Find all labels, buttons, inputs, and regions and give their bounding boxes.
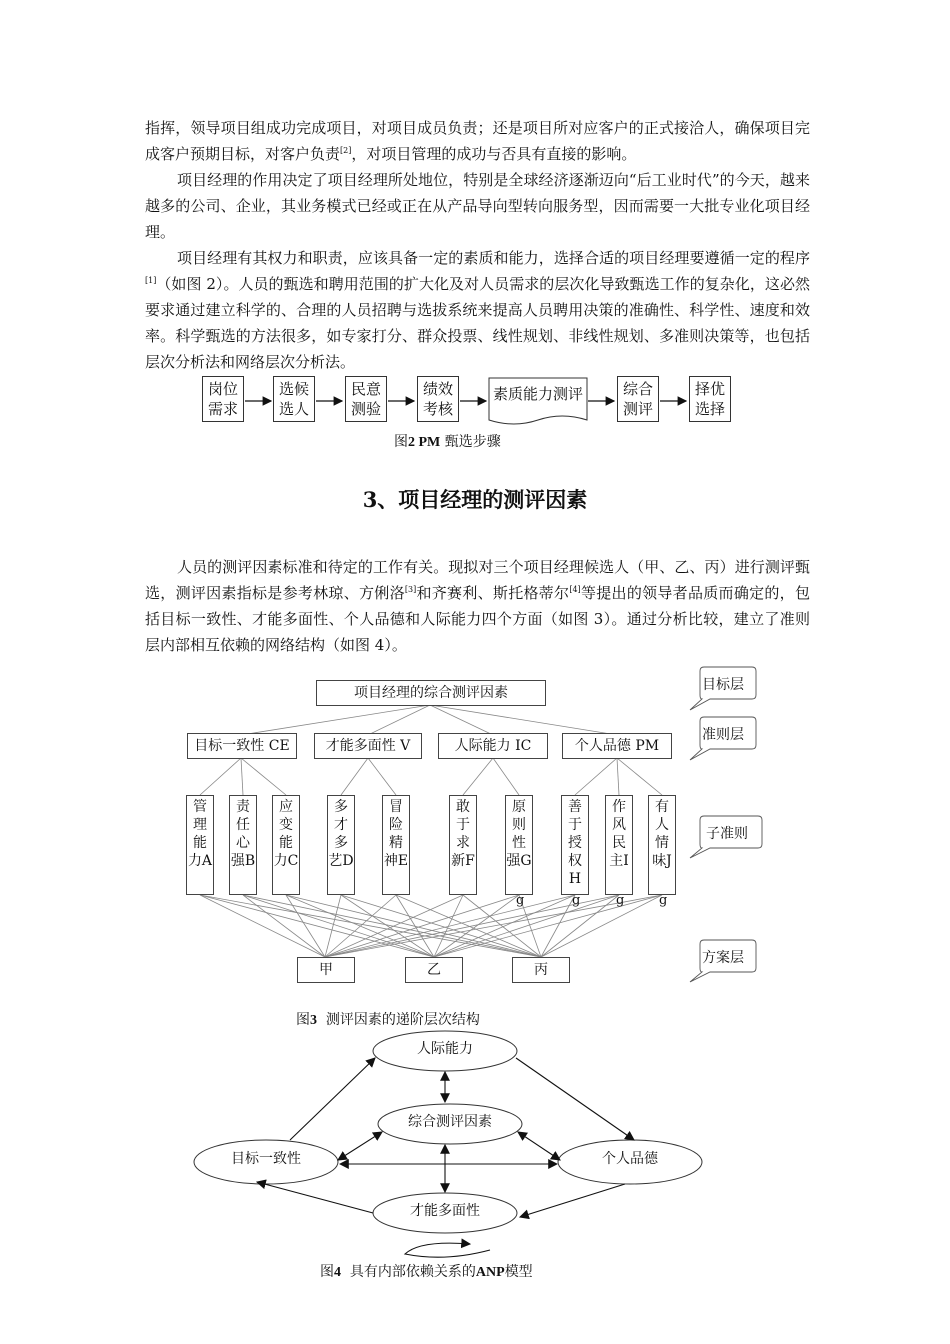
caption-number: 4 — [334, 1265, 341, 1280]
edge-center-left — [338, 1132, 382, 1160]
caption-prefix: 图 — [394, 434, 408, 450]
paragraph-1-text-end: ，对项目管理的成功与否具有直接的影响。 — [351, 145, 637, 163]
edge-right-bottom — [520, 1184, 625, 1217]
subcriterion-f: 敢于求新F — [449, 795, 477, 895]
criterion-v: 才能多面性 V — [314, 733, 422, 759]
flow-step-5: 素质能力测评 — [492, 385, 583, 403]
subcriterion-h: 善于授权H — [561, 795, 589, 895]
caption-text: 甄选步骤 — [444, 434, 501, 450]
paragraph-4-text: 人员的测评因素标准和待定的工作有关。现拟对三个项目经理候选人（甲、乙、丙）进行测评甄选，测评因素指标是参考林琼、方俐洛 — [145, 558, 810, 602]
caption-bold: ANP — [475, 1265, 505, 1280]
paragraph-4-text-mid: 和齐赛利、斯托格蒂尔 — [416, 584, 570, 602]
label-criteria-layer: 准则层 — [702, 727, 744, 743]
subcriterion-b: 责任心强B — [229, 795, 257, 895]
subcriterion-d: 多才多艺D — [327, 795, 355, 895]
flow-step-6: 综合测评 — [617, 376, 659, 422]
edge-self-loop — [405, 1243, 490, 1257]
paragraph-3-text: 项目经理有其权力和职责，应该具备一定的素质和能力，选择合适的项目经理要遵循一定的程序 — [177, 249, 810, 267]
goal-box: 项目经理的综合测评因素 — [316, 680, 546, 706]
citation-3: [3] — [404, 585, 417, 594]
criterion-ce: 目标一致性 CE — [187, 733, 297, 759]
caption-tail: 模型 — [504, 1264, 533, 1280]
criterion-pm: 个人品德 PM — [562, 733, 672, 759]
edge-top-right — [516, 1058, 634, 1140]
citation-1: [1] — [145, 276, 157, 285]
subcriterion-i: 作风民主I — [605, 795, 633, 895]
flow-step-7: 择优选择 — [689, 376, 731, 422]
citation-2: [2] — [340, 146, 352, 155]
edge-bottom-left — [257, 1182, 373, 1213]
paragraph-1-text: 指挥，领导项目组成功完成项目，对项目成员负责；还是项目所对应客户的正式接洽人，确保项目完成客户预期目标，对客户负责 — [145, 119, 810, 163]
edge-center-right — [518, 1132, 560, 1160]
flow-step-2: 选候选人 — [273, 376, 315, 422]
caption-text: 测评因素的递阶层次结构 — [325, 1012, 480, 1028]
label-goal-layer: 目标层 — [702, 677, 744, 693]
figure-4-caption — [320, 1261, 533, 1281]
subcriterion-j-tail: g — [659, 893, 668, 908]
subcriterion-g: 原则性强G — [505, 795, 533, 895]
subcriterion-h-tail: g — [572, 893, 581, 908]
node-right-label: 个人品德 — [602, 1151, 658, 1167]
subcriterion-c: 应变能力C — [272, 795, 300, 895]
flow-step-3: 民意测验 — [345, 376, 387, 422]
edge-left-top — [290, 1058, 375, 1140]
alternative-bing: 丙 — [512, 957, 570, 983]
caption-text: 具有内部依赖关系的 — [349, 1264, 476, 1280]
node-center-label: 综合测评因素 — [408, 1114, 492, 1130]
subcriterion-a: 管理能力A — [186, 795, 214, 895]
subcriterion-j: 有人情味J — [648, 795, 676, 895]
paragraph-4-text-end: 等提出的领导者品质而确定的，包括目标一致性、才能多面性、个人品德和人际能力四个方面（如图 3）。通过分析比较，建立了准则层内部相互依赖的网络结构（如图 4）。 — [145, 584, 810, 654]
node-bottom-label: 才能多面性 — [410, 1203, 480, 1219]
label-alternative-layer: 方案层 — [702, 950, 744, 966]
caption-prefix: 图 — [320, 1264, 334, 1280]
flow-step-4: 绩效考核 — [417, 376, 459, 422]
paragraph-2: 项目经理的作用决定了项目经理所处地位，特别是全球经济逐渐迈向“后工业时代”的今天，越来越多的公司、企业，其业务模式已经或正在从产品导向型转向服务型，因而需要一大批专业化项目经理。 — [145, 171, 810, 241]
label-subcriteria-layer: 子准则 — [706, 826, 748, 842]
flow-step-1: 岗位需求 — [202, 376, 244, 422]
subcriterion-i-tail: g — [616, 893, 625, 908]
subcriterion-g-tail: g — [516, 893, 525, 908]
alternative-jia: 甲 — [297, 957, 355, 983]
citation-4: [4] — [569, 585, 581, 594]
section-heading: 3、项目经理的测评因素 — [362, 487, 588, 512]
paragraph-3-text-end: （如图 2）。人员的甄选和聘用范围的扩大化及对人员需求的层次化导致甄选工作的复杂化，这必然要求通过建立科学的、合理的人员招聘与选拔系统来提高人员聘用决策的准确性、科学性、速度和效率。科学甄选的方法很多，如专家打分、群众投票、线性规划、非线性规划、多准则决策等，也包括层次分析法和网络层次分析法。 — [145, 275, 810, 371]
node-left-label: 目标一致性 — [231, 1151, 301, 1167]
node-top-label: 人际能力 — [417, 1041, 473, 1057]
criterion-ic: 人际能力 IC — [438, 733, 548, 759]
caption-prefix: 图 — [296, 1012, 310, 1028]
subcriterion-e: 冒险精神E — [382, 795, 410, 895]
alternative-yi: 乙 — [405, 957, 463, 983]
caption-number: 2 PM — [408, 435, 441, 450]
caption-number: 3 — [310, 1013, 317, 1028]
